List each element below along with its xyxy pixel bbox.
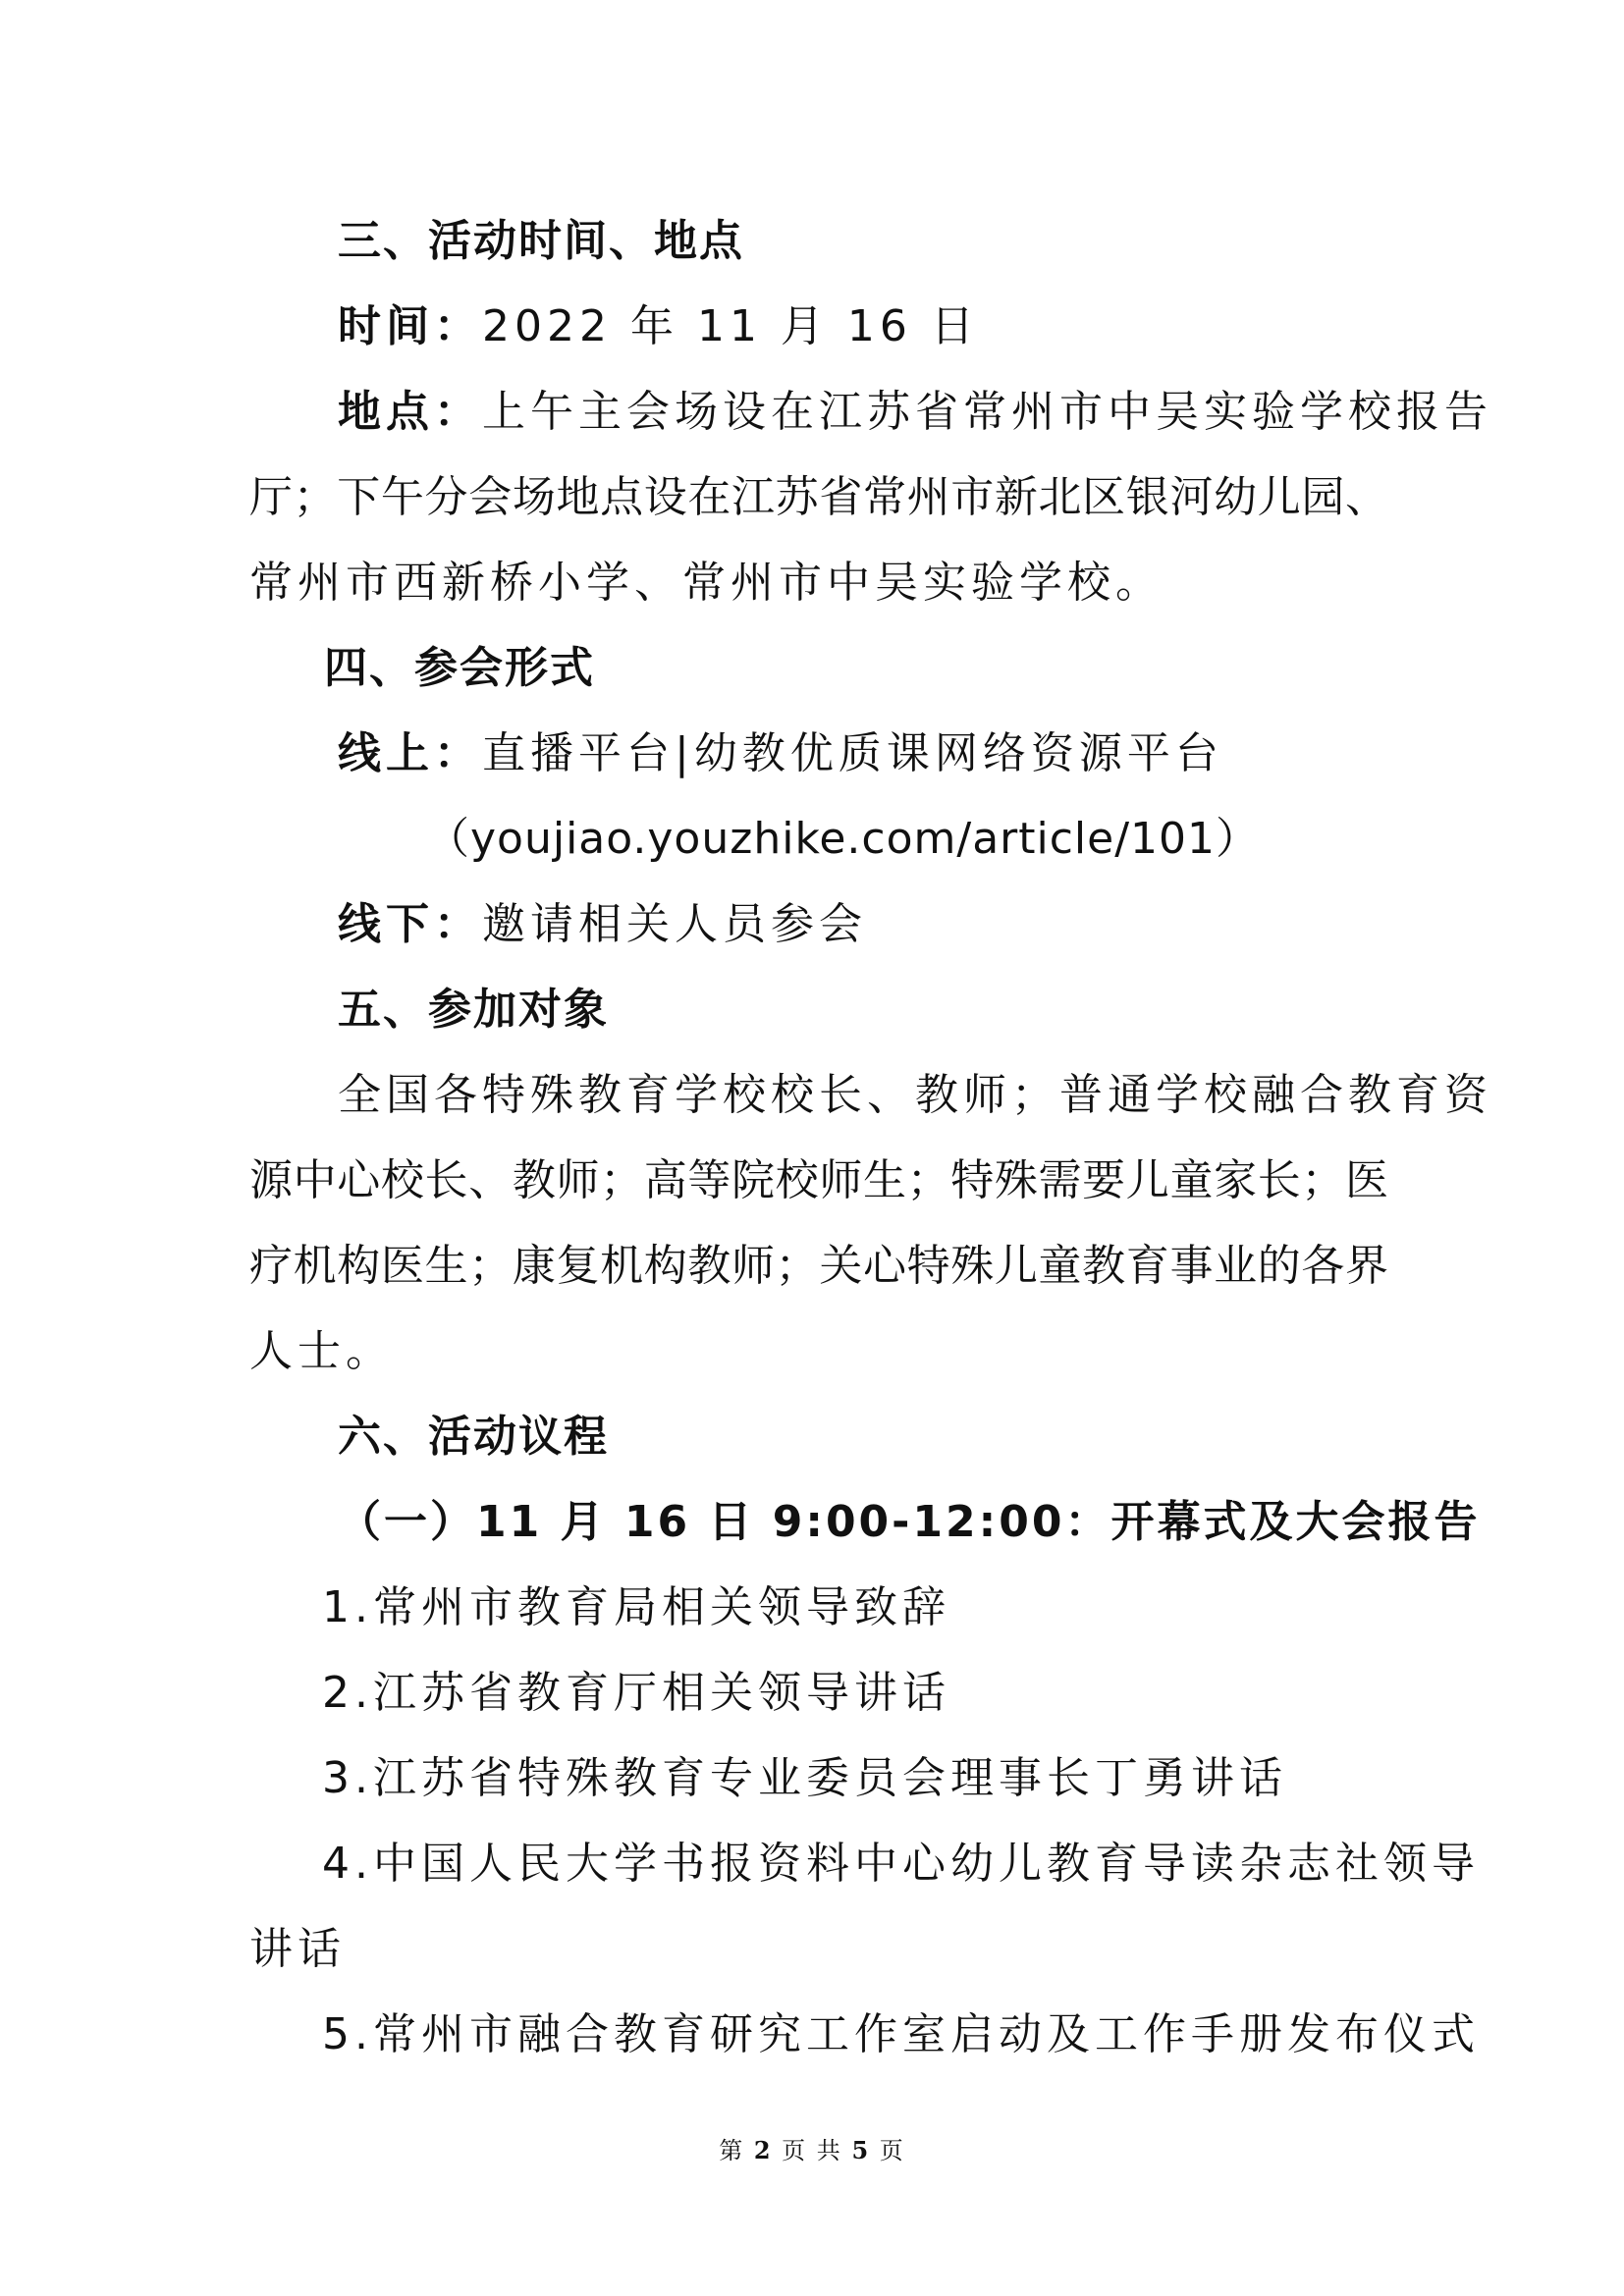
offline-row (338, 895, 1477, 954)
attendees-line-3: 疗机构医生；康复机构教师；关心特殊儿童教育事业的各界 (249, 1241, 1388, 1291)
online-label: 线上： (338, 728, 482, 778)
time-value: 2022 年 11 月 16 日 (482, 301, 979, 351)
place-line-2: 厅；下午分会场地点设在江苏省常州市新北区银河幼儿园、 (249, 472, 1388, 522)
section-3-heading: 三、活动时间、地点 (338, 216, 744, 266)
section-4-heading: 四、参会形式 (324, 643, 595, 693)
attendees-line-2: 源中心校长、教师；高等院校师生；特殊需要儿童家长；医 (249, 1155, 1388, 1205)
total-page-count: 5 (851, 2136, 871, 2164)
place-line-3: 常州市西新桥小学、常州市中吴实验学校。 (249, 558, 1164, 608)
time-row (338, 297, 1477, 356)
agenda-item-1: 1.常州市教育局相关领导致辞 (322, 1582, 950, 1632)
agenda-item-4: 4.中国人民大学书报资料中心幼儿教育导读杂志社领导 (322, 1839, 1480, 1889)
attendees-line-4: 人士。 (249, 1326, 394, 1376)
agenda-item-4-continued: 讲话 (249, 1924, 346, 1974)
place-row (338, 383, 1492, 442)
agenda-item-3: 3.江苏省特殊教育专业委员会理事长丁勇讲话 (322, 1753, 1287, 1803)
online-url: （youjiao.youzhike.com/article/101） (426, 814, 1261, 864)
attendees-line-1: 全国各特殊教育学校校长、教师；普通学校融合教育资 (338, 1070, 1492, 1120)
current-page-number: 2 (753, 2136, 773, 2164)
footer-middle: 页 共 (782, 2137, 842, 2164)
section-6-heading: 六、活动议程 (338, 1412, 609, 1462)
agenda-item-5: 5.常州市融合教育研究工作室启动及工作手册发布仪式 (322, 2009, 1480, 2059)
offline-label: 线下： (338, 899, 482, 949)
section-5-heading: 五、参加对象 (338, 985, 609, 1035)
place-line-1: 上午主会场设在江苏省常州市中吴实验学校报告 (482, 387, 1492, 437)
agenda-item-2: 2.江苏省教育厅相关领导讲话 (322, 1668, 950, 1718)
online-row (338, 724, 1477, 783)
footer-suffix: 页 (879, 2137, 905, 2164)
offline-value: 邀请相关人员参会 (482, 899, 867, 949)
online-value: 直播平台|幼教优质课网络资源平台 (482, 728, 1223, 778)
page-footer (0, 2135, 1624, 2166)
place-label: 地点： (338, 387, 482, 437)
time-label: 时间： (338, 301, 482, 351)
agenda-subheading: （一）11 月 16 日 9:00-12:00：开幕式及大会报告 (338, 1497, 1481, 1547)
footer-prefix: 第 (719, 2137, 745, 2164)
